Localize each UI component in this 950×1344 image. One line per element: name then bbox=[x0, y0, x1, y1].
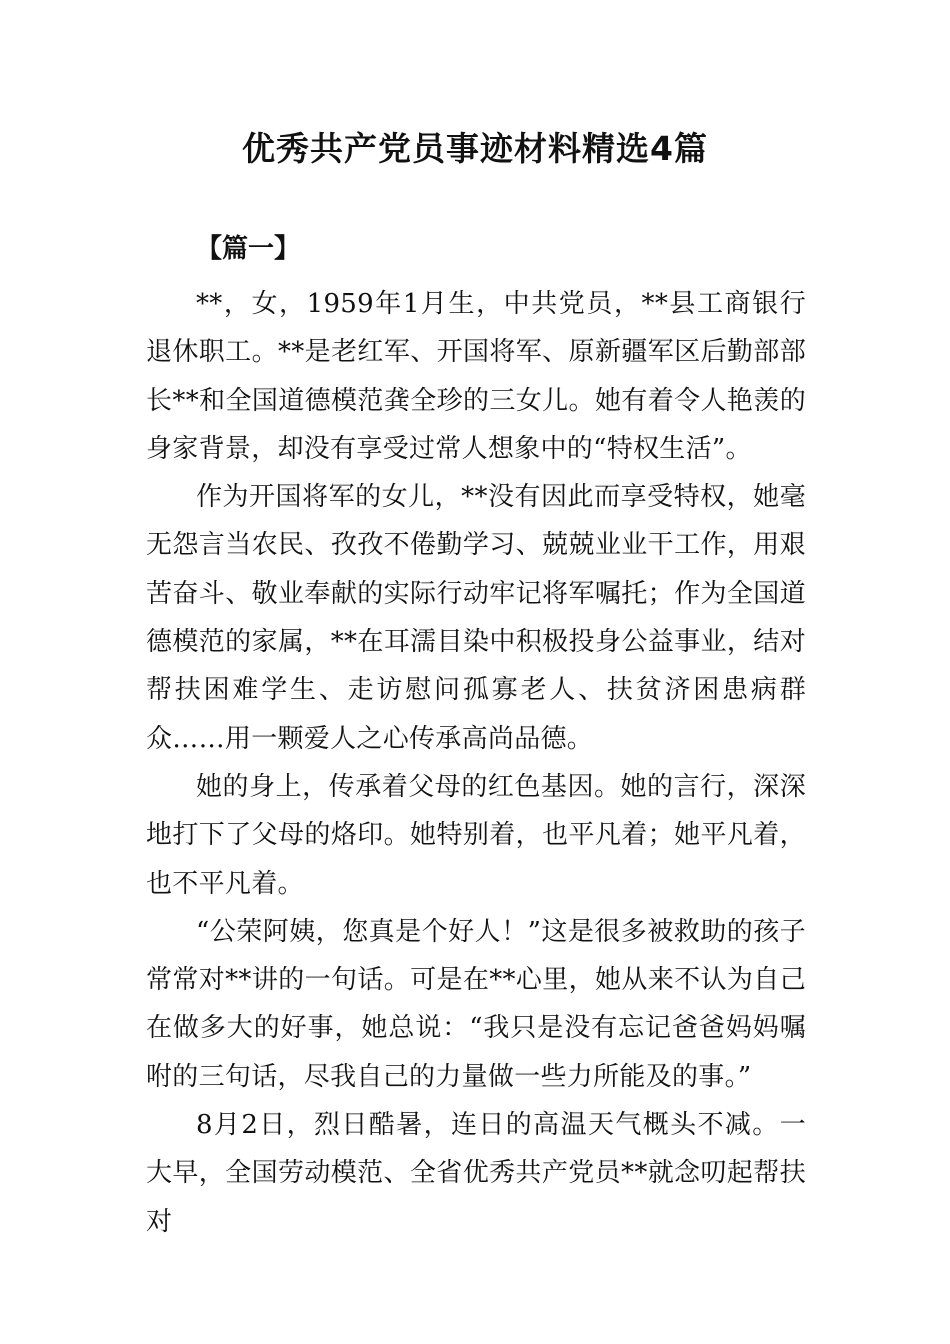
paragraph: 作为开国将军的女儿，**没有因此而享受特权，她毫无怨言当农民、孜孜不倦勤学习、兢兢业业干工作，用艰苦奋斗、敬业奉献的实际行动牢记将军嘱托；作为全国道德模范的家属，**在耳濡目染中积极投身公益事业，结对帮扶困难学生、走访慰问孤寡老人、扶贫济困患病群众……用一颗爱人之心传承高尚品德。 bbox=[146, 482, 806, 754]
document-title: 优秀共产党员事迹材料精选4篇 bbox=[242, 129, 708, 168]
paragraph: **，女，1959年1月生，中共党员，**县工商银行退休职工。**是老红军、开国将军、原新疆军区后勤部部长**和全国道德模范龚全珍的三女儿。她有着令人艳羡的身家背景，却没有享受过常人想象中的“特权生活”。 bbox=[146, 289, 806, 464]
paragraph: “公荣阿姨，您真是个好人！”这是很多被救助的孩子常常对**讲的一句话。可是在**心里，她从来不认为自己在做多大的好事，她总说：“我只是没有忘记爸爸妈妈嘱咐的三句话，尽我自己的力量做一些力所能及的事。” bbox=[146, 916, 806, 1092]
paragraph: 她的身上，传承着父母的红色基因。她的言行，深深地打下了父母的烙印。她特别着，也平凡着；她平凡着，也不平凡着。 bbox=[146, 771, 806, 899]
paragraph: 8月2日，烈日酷暑，连日的高温天气概头不减。一大早，全国劳动模范、全省优秀共产党员**就念叨起帮扶对 bbox=[146, 1110, 806, 1237]
section-heading: 【篇一】 bbox=[196, 234, 301, 264]
document-body bbox=[146, 280, 806, 1246]
